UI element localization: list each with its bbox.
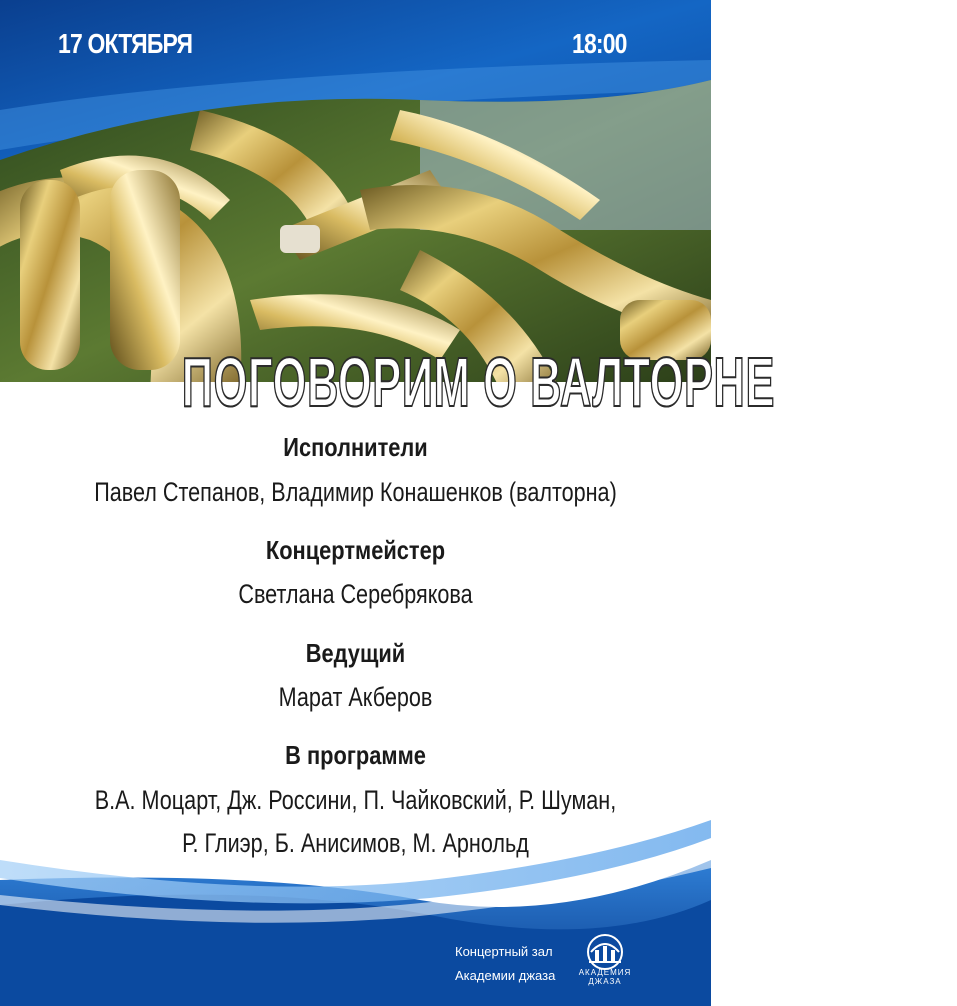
poster-title-text: ПОГОВОРИМ О ВАЛТОРНЕ [181,343,776,421]
venue-label [455,940,555,988]
program-line-1: В.А. Моцарт, Дж. Россини, П. Чайковский, Р. Шуман, [94,785,617,815]
event-time: 18:00 [572,28,627,59]
program-line-2: Р. Глиэр, Б. Анисимов, М. Арнольд [182,828,529,858]
accompanist-text: Светлана Серебрякова [238,579,473,609]
performers-heading: Исполнители [283,432,428,462]
program-heading: В программе [285,740,426,770]
venue-line-1: Концертный зал [455,944,553,959]
logo-caption [570,968,640,986]
logo-caption-line-1: АКАДЕМИЯ [578,968,632,977]
host-heading: Ведущий [305,638,406,668]
event-date: 17 ОКТЯБРЯ [58,28,193,59]
host-text: Марат Акберов [278,682,433,712]
poster-title [0,342,776,422]
accompanist-heading: Концертмейстер [265,535,446,565]
performers-text: Павел Степанов, Владимир Конашенков (валторна) [94,477,617,507]
logo-caption-line-2: ДЖАЗА [588,977,622,986]
venue-line-2: Академии джаза [455,968,556,983]
